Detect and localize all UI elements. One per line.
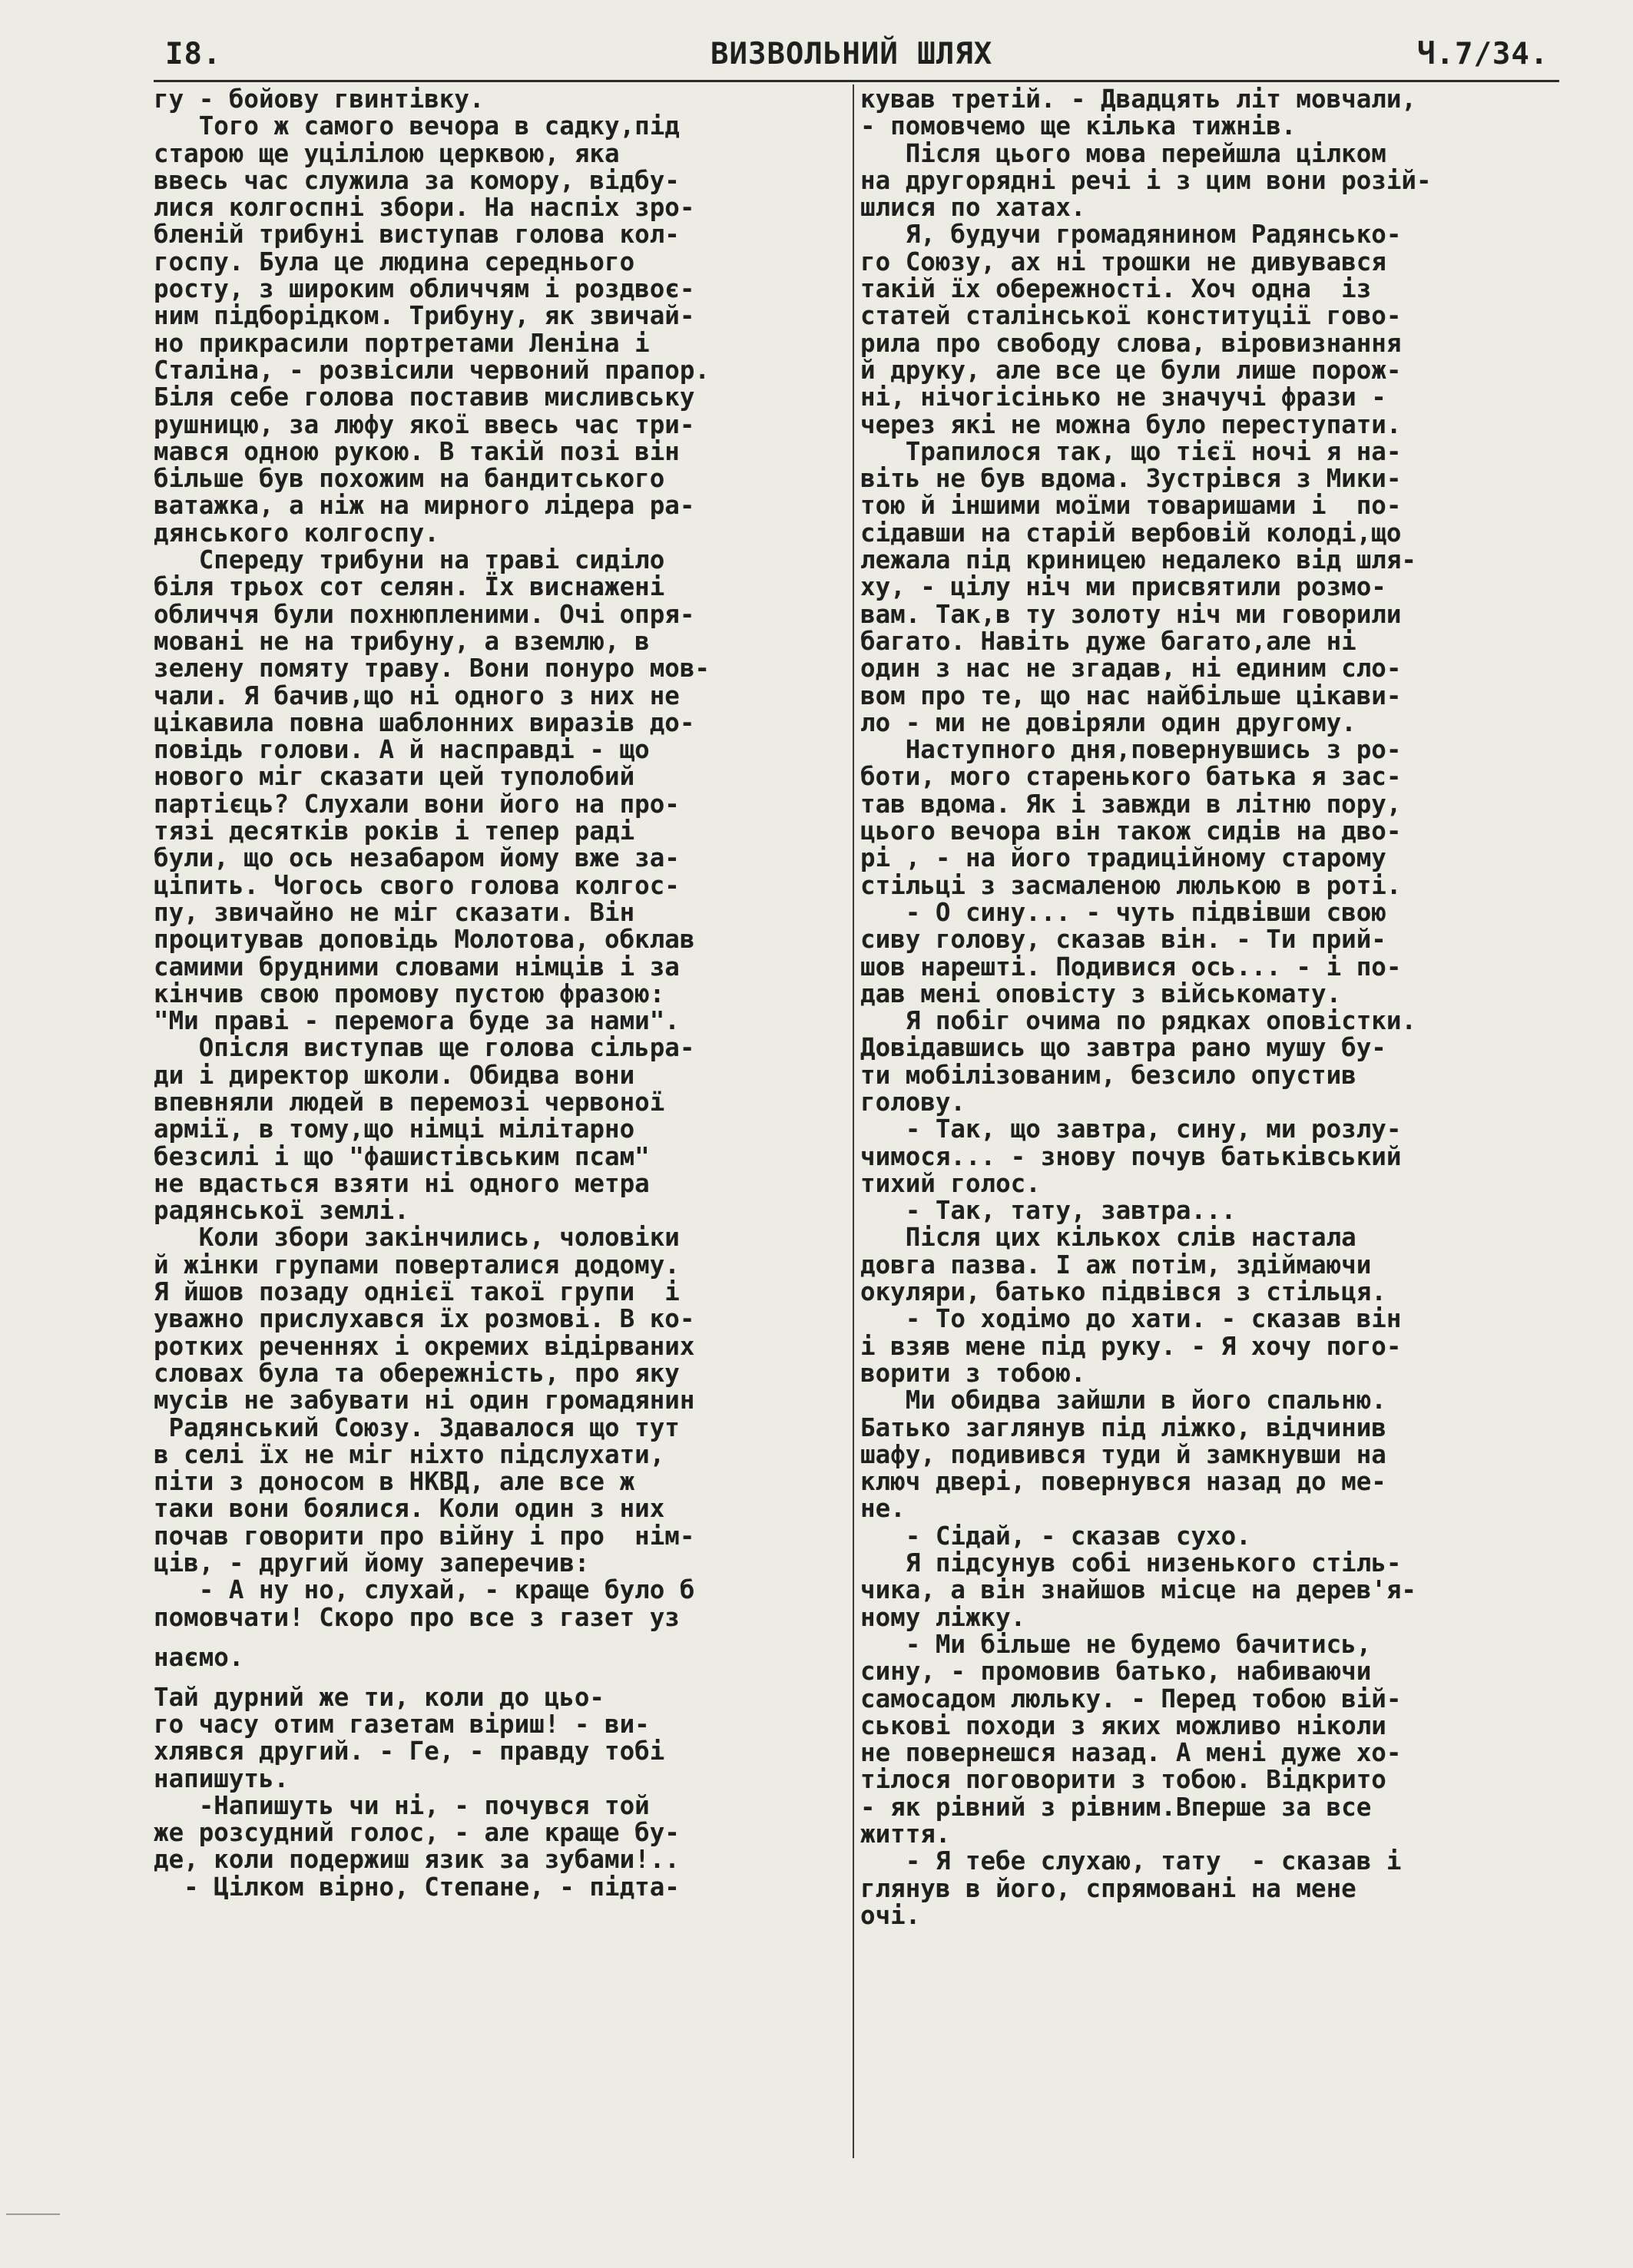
- column-divider: [853, 84, 854, 2158]
- text-line: біля трьох сот селян. Їх виснажені: [154, 572, 665, 602]
- text-line: нового міг сказати цей туполобий: [154, 762, 635, 792]
- text-line: чика, а він знайшов місце на дерев'я-: [860, 1575, 1416, 1605]
- text-line: ти мобілізованим, безсило опустив: [860, 1060, 1356, 1090]
- text-line: вам. Так,в ту золоту ніч ми говорили: [860, 599, 1402, 629]
- text-line: ворити з тобою.: [860, 1358, 1086, 1388]
- text-line: Наступного дня,повернувшись з ро-: [860, 735, 1402, 765]
- text-line: сиву голову, сказав він. - Ти прий-: [860, 925, 1386, 955]
- text-line: такій їх обережності. Хоч одна із: [860, 274, 1372, 304]
- text-line: піти з доносом в НКВД, але все ж: [154, 1467, 635, 1497]
- text-line: і взяв мене під руку. - Я хочу пого-: [860, 1331, 1402, 1361]
- text-line: - Цілком вірно, Степане, - підта-: [154, 1872, 680, 1902]
- text-line: самими брудними словами німців і за: [154, 952, 680, 982]
- text-line: ло - ми не довіряли один другому.: [860, 707, 1356, 737]
- text-line: почав говорити про війну і про нім-: [154, 1521, 695, 1551]
- text-line: дянського колгоспу.: [154, 518, 439, 548]
- text-line: дав мені оповісту з військомату.: [860, 978, 1342, 1008]
- text-line: ху, - цілу ніч ми присвятили розмо-: [860, 572, 1386, 602]
- text-line: ним підборідком. Трибуну, як звичай-: [154, 301, 695, 331]
- text-line: сідавши на старій вербовій колоді,що: [860, 518, 1402, 548]
- text-line: довга пазва. І аж потім, здіймаючи: [860, 1250, 1372, 1280]
- text-line: кував третій. - Двадцять літ мовчали,: [860, 84, 1416, 114]
- text-line: не вдасться взяти ні одного метра: [154, 1168, 650, 1198]
- text-line: уважно прислухався їх розмові. В ко-: [154, 1304, 695, 1334]
- header-rule: [154, 80, 1559, 82]
- text-line: Після цих кількох слів настала: [860, 1223, 1356, 1253]
- text-line: Батько заглянув під ліжко, відчинив: [860, 1412, 1386, 1442]
- text-line: шов нарешті. Подивися ось... - і по-: [860, 952, 1402, 982]
- text-line: тав вдома. Як і завжди в літню пору,: [860, 789, 1402, 819]
- text-line: сину, - промовив батько, набиваючи: [860, 1657, 1372, 1687]
- left-column: [154, 86, 830, 1901]
- text-line: тілося поговорити з тобою. Відкрито: [860, 1765, 1386, 1795]
- text-line: обличчя були похнюпленими. Очі опря-: [154, 599, 695, 629]
- text-line: шафу, подивився туди й замкнувши на: [860, 1439, 1386, 1469]
- text-line: статей сталінської конституції гово-: [860, 301, 1402, 331]
- text-line: Довідавшись що завтра рано мушу бу-: [860, 1033, 1386, 1063]
- text-line: ввесь час служила за комору, відбу-: [154, 165, 680, 195]
- text-line: радянської землі.: [154, 1196, 409, 1226]
- text-line: хлявся другий. - Ге, - правду тобі: [154, 1737, 665, 1766]
- text-line: Тай дурний же ти, коли до цьо-: [154, 1682, 605, 1712]
- text-line: Сталіна, - розвісили червоний прапор.: [154, 355, 710, 385]
- text-line: таки вони боялися. Коли один з них: [154, 1494, 665, 1524]
- text-line: Я йшов позаду однієї такої групи і: [154, 1277, 680, 1307]
- text-line: - як рівний з рівним.Вперше за все: [860, 1792, 1372, 1822]
- text-line: словах була та обережність, про яку: [154, 1358, 680, 1388]
- text-line: - Сідай, - сказав сухо.: [860, 1521, 1251, 1551]
- text-line: Опісля виступав ще голова сільра-: [154, 1033, 695, 1063]
- text-line: тязі десятків років і тепер раді: [154, 816, 635, 846]
- text-line: бленій трибуні виступав голова кол-: [154, 220, 680, 250]
- text-line: безсилі і що "фашистівським псам": [154, 1141, 650, 1171]
- text-line: партієць? Слухали вони його на про-: [154, 789, 680, 819]
- text-line: го Союзу, ах ні трошки не дивувався: [860, 247, 1386, 276]
- text-line: - помовчемо ще кілька тижнів.: [860, 111, 1297, 141]
- text-line: Трапилося так, що тієї ночі я на-: [860, 436, 1402, 466]
- text-line: де, коли подержиш язик за зубами!..: [154, 1845, 680, 1875]
- text-line: мався одною рукою. В такій позі він: [154, 436, 680, 466]
- text-line: Радянський Союзу. Здавалося що тут: [154, 1412, 680, 1442]
- text-line: ротких реченнях і окремих відірваних: [154, 1331, 695, 1361]
- text-line: тою й іншими моїми товаришами і по-: [860, 491, 1402, 521]
- text-line: Коли збори закінчились, чоловіки: [154, 1223, 680, 1253]
- text-line: окуляри, батько підвівся з стільця.: [860, 1277, 1386, 1307]
- text-line: шлися по хатах.: [860, 193, 1086, 223]
- text-line: ключ двері, повернувся назад до ме-: [860, 1467, 1386, 1497]
- text-line: один з нас не згадав, ні единим сло-: [860, 654, 1402, 684]
- text-line: віть не був вдома. Зустрівся з Мики-: [860, 464, 1402, 494]
- text-line: не.: [860, 1494, 906, 1524]
- right-column: [860, 86, 1552, 1929]
- page-header: [0, 31, 1633, 77]
- text-line: через які не можна було переступати.: [860, 409, 1402, 439]
- text-line: тихий голос.: [860, 1168, 1041, 1198]
- text-line: ні, нічогісінько не значучі фрази -: [860, 382, 1386, 412]
- text-line: Ми обидва зайшли в його спальню.: [860, 1386, 1386, 1415]
- text-line: чимося... - знову почув батьківський: [860, 1141, 1402, 1171]
- text-line: повідь голови. А й насправді - що: [154, 735, 650, 765]
- text-line: мовані не на трибуну, а вземлю, в: [154, 626, 650, 656]
- text-line: ватажка, а ніж на мирного лідера ра-: [154, 491, 695, 521]
- text-line: чали. Я бачив,що ні одного з них не: [154, 680, 680, 710]
- text-line: й жінки групами поверталися додому.: [154, 1250, 680, 1280]
- text-line: - Так, що завтра, сину, ми розлу-: [860, 1114, 1402, 1144]
- text-line: багато. Навіть дуже багато,але ні: [860, 626, 1356, 656]
- text-line: росту, з широким обличчям і роздвоє-: [154, 274, 695, 304]
- publication-title: ВИЗВОЛЬНИЙ ШЛЯХ: [711, 37, 993, 71]
- text-line: Того ж самого вечора в садку,під: [154, 111, 680, 141]
- text-line: Після цього мова перейшла цілком: [860, 138, 1386, 168]
- text-line: - Я тебе слухаю, тату - сказав і: [860, 1846, 1402, 1876]
- issue-number: Ч.7/34.: [1417, 37, 1549, 71]
- text-line: - О сину... - чуть підвівши свою: [860, 897, 1386, 927]
- text-line: й друку, але все це були лише порож-: [860, 355, 1402, 385]
- text-line: -Напишуть чи ні, - почувся той: [154, 1790, 650, 1820]
- text-line: були, що ось незабаром йому вже за-: [154, 843, 680, 873]
- text-line: голову.: [860, 1087, 966, 1117]
- text-line: рила про свободу слова, віровизнання: [860, 328, 1402, 358]
- margin-mark: [6, 2213, 60, 2215]
- text-line: стільці з засмаленою люлькою в роті.: [860, 870, 1402, 900]
- page-number: I8.: [165, 37, 222, 71]
- text-line: гу - бойову гвинтівку.: [154, 84, 485, 114]
- text-line: зелену помяту траву. Вони понуро мов-: [154, 654, 710, 684]
- text-line: цікавила повна шаблонних виразів до-: [154, 707, 695, 737]
- text-line: ному ліжку.: [860, 1602, 1026, 1632]
- text-line: в селі їх не міг ніхто підслухати,: [154, 1439, 665, 1469]
- text-line: же розсудний голос, - але краще бу-: [154, 1818, 680, 1848]
- text-line: ськові походи з яких можливо ніколи: [860, 1710, 1386, 1740]
- text-line: наємо.: [154, 1642, 244, 1672]
- text-line: - Так, тату, завтра...: [860, 1196, 1237, 1226]
- text-line: боти, мого старенького батька я зас-: [860, 762, 1402, 792]
- text-line: помовчати! Скоро про все з газет уз: [154, 1602, 680, 1632]
- text-line: на другорядні речі і з цим вони розій-: [860, 165, 1432, 195]
- text-line: глянув в його, спрямовані на мене: [860, 1873, 1356, 1903]
- text-line: Я побіг очима по рядках оповістки.: [860, 1006, 1416, 1036]
- text-line: Я, будучи громадянином Радянсько-: [860, 220, 1402, 250]
- text-line: кінчив свою промову пустою фразою:: [154, 978, 665, 1008]
- text-line: - А ну но, слухай, - краще було б: [154, 1575, 695, 1605]
- text-line: Біля себе голова поставив мисливську: [154, 382, 695, 412]
- text-line: вом про те, що нас найбільше цікави-: [860, 680, 1402, 710]
- text-line: рушницю, за люфу якої ввесь час три-: [154, 409, 695, 439]
- text-line: очі.: [860, 1900, 921, 1930]
- text-line: го часу отим газетам віриш! - ви-: [154, 1709, 650, 1739]
- text-line: не повернешся назад. А мені дуже хо-: [860, 1738, 1402, 1768]
- text-line: цього вечора він також сидів на дво-: [860, 816, 1402, 846]
- text-line: ціпить. Чогось свого голова колгос-: [154, 870, 680, 900]
- text-line: рі , - на його традиційному старому: [860, 843, 1386, 873]
- text-line: ців, - другий йому заперечив:: [154, 1548, 590, 1578]
- text-line: - То ходімо до хати. - сказав він: [860, 1304, 1402, 1334]
- text-line: госпу. Була це людина середнього: [154, 247, 635, 276]
- text-line: армії, в тому,що німці мілітарно: [154, 1114, 635, 1144]
- text-line: "Ми праві - перемога буде за нами".: [154, 1006, 680, 1036]
- text-line: самосадом люльку. - Перед тобою вій-: [860, 1684, 1402, 1713]
- text-line: лежала під криницею недалеко від шля-: [860, 545, 1416, 575]
- text-line: впевняли людей в перемозі червоної: [154, 1087, 665, 1117]
- text-line: процитував доповідь Молотова, обклав: [154, 925, 695, 955]
- text-line: - Ми більше не будемо бачитись,: [860, 1629, 1372, 1659]
- text-line: ди і директор школи. Обидва вони: [154, 1060, 635, 1090]
- text-line: Я підсунув собі низенького стіль-: [860, 1548, 1402, 1578]
- text-line: старою ще уцілілою церквою, яка: [154, 138, 620, 168]
- text-line: пу, звичайно не міг сказати. Він: [154, 897, 635, 927]
- text-line: напишуть.: [154, 1763, 290, 1793]
- text-line: життя.: [860, 1819, 951, 1849]
- text-line: Спереду трибуни на траві сиділо: [154, 545, 665, 575]
- text-line: більше був похожим на бандитського: [154, 464, 665, 494]
- text-line: лися колгоспні збори. На наспіх зро-: [154, 193, 695, 223]
- text-line: но прикрасили портретами Леніна і: [154, 328, 650, 358]
- text-line: мусів не забувати ні один громадянин: [154, 1386, 695, 1415]
